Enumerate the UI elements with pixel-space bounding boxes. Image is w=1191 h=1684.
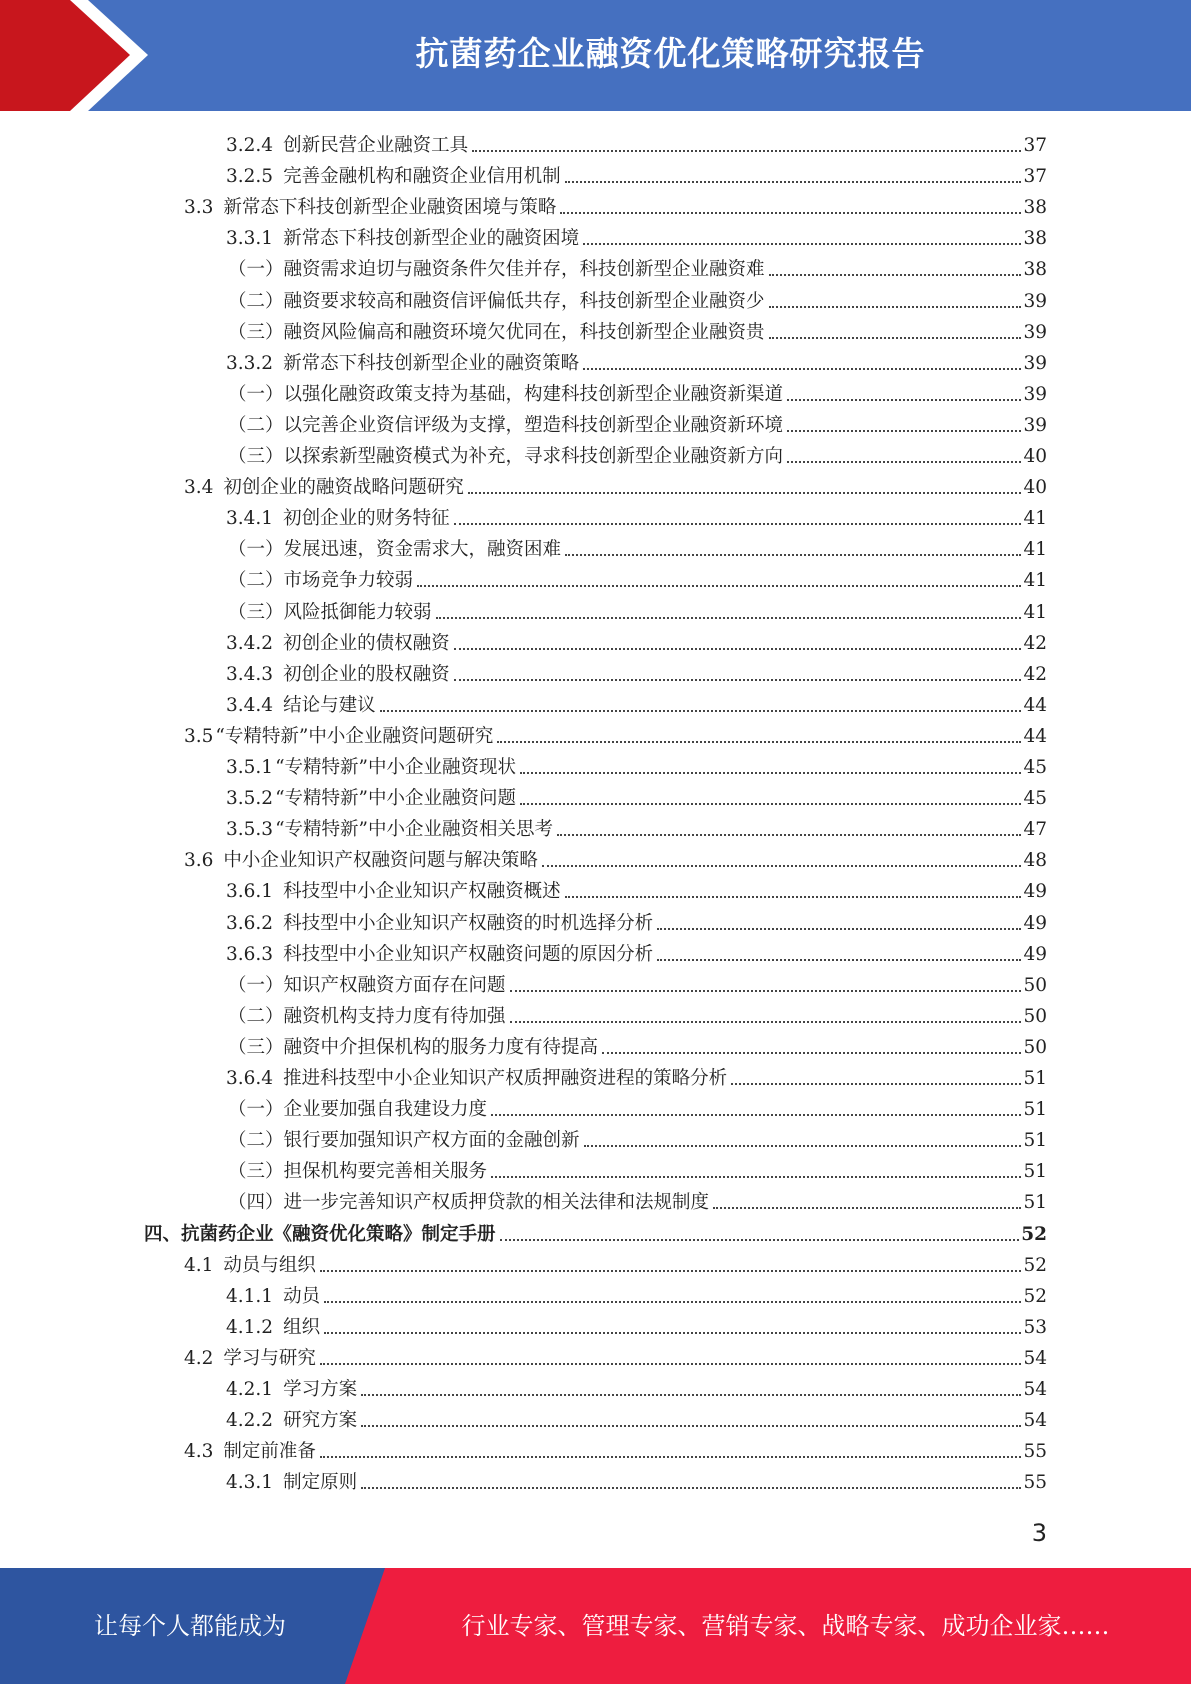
- toc-entry[interactable]: [228, 562, 1047, 593]
- toc-entry[interactable]: [228, 314, 1047, 345]
- toc-entry-number: 3.4.3: [226, 663, 274, 685]
- toc-entry[interactable]: [226, 905, 1047, 936]
- toc-entry-label: [226, 1471, 359, 1495]
- toc-entry-page: 49: [1023, 943, 1047, 965]
- toc-dot-leader: [417, 585, 1021, 587]
- toc-entry[interactable]: [226, 345, 1047, 376]
- toc-entry-title: （一）知识产权融资方面存在问题: [228, 974, 506, 996]
- toc-entry-title: （二）市场竞争力较弱: [228, 570, 414, 592]
- toc-dot-leader: [320, 1363, 1022, 1365]
- toc-entry-label: [228, 538, 563, 562]
- toc-entry-label: [228, 601, 434, 625]
- toc-entry-title: 科技型中小企业知识产权融资的时机选择分析: [283, 912, 654, 934]
- toc-entry-page: 38: [1023, 197, 1047, 219]
- toc-dot-leader: [583, 243, 1021, 245]
- toc-entry-number: 3.6: [184, 850, 214, 872]
- toc-entry-label: [226, 1067, 729, 1091]
- toc-entry-page: 51: [1023, 1161, 1047, 1183]
- toc-entry-title: （三）风险抵御能力较弱: [228, 601, 432, 623]
- toc-entry[interactable]: [184, 718, 1047, 749]
- toc-dot-leader: [713, 1207, 1021, 1209]
- toc-entry-number: 4.3.1: [226, 1472, 274, 1494]
- toc-entry-title: “专精特新”中小企业融资现状: [275, 757, 516, 778]
- toc-entry-number: 3.2.4: [226, 135, 274, 156]
- toc-entry-label: [184, 1347, 318, 1371]
- toc-entry-page: 38: [1023, 228, 1047, 250]
- toc-dot-leader: [454, 648, 1022, 650]
- toc-entry-label: [226, 1378, 359, 1402]
- toc-entry-title: 组织: [283, 1316, 321, 1338]
- toc-entry-title: 推进科技型中小企业知识产权质押融资进程的策略分析: [283, 1068, 728, 1089]
- toc-entry[interactable]: [184, 189, 1047, 220]
- toc-entry-label: [226, 943, 655, 967]
- toc-entry-label: [228, 1036, 600, 1060]
- toc-entry[interactable]: [228, 531, 1047, 562]
- toc-entry-label: [226, 352, 581, 376]
- toc-entry-label: [228, 569, 415, 593]
- toc-dot-leader: [361, 1394, 1021, 1396]
- toc-entry-page: 38: [1023, 259, 1047, 281]
- toc-entry-title: 研究方案: [283, 1410, 358, 1432]
- toc-entry[interactable]: [226, 656, 1047, 687]
- toc-entry-number: 4.1.2: [226, 1316, 274, 1338]
- toc-entry-page: 50: [1023, 974, 1047, 996]
- toc-entry-page: 49: [1023, 881, 1047, 903]
- toc-entry-number: 3.4: [184, 477, 214, 499]
- toc-entry-page: 54: [1023, 1379, 1047, 1400]
- toc-entry-page: 39: [1023, 414, 1047, 436]
- toc-entry-number: 3.5: [184, 725, 214, 747]
- document-title: 抗菌药企业融资优化策略研究报告: [415, 34, 926, 73]
- toc-dot-leader: [491, 1176, 1021, 1178]
- toc-entry-label: [228, 974, 508, 998]
- toc-entry-number: 3.2.5: [226, 166, 274, 188]
- toc-entry[interactable]: [226, 873, 1047, 904]
- toc-entry-label: [226, 632, 452, 656]
- toc-entry-number: 3.4.1: [226, 508, 274, 530]
- toc-entry-page: 41: [1023, 539, 1047, 561]
- toc-entry-title: （一）融资需求迫切与融资条件欠佳并存，科技创新型企业融资难: [228, 259, 765, 281]
- toc-entry-number: 3.5.3: [226, 819, 274, 841]
- footer-slogan-right: 行业专家、管理专家、营销专家、战略专家、成功企业家……: [461, 1612, 1110, 1640]
- toc-entry[interactable]: [226, 127, 1047, 158]
- toc-entry-number: 3.4.4: [226, 694, 274, 716]
- toc-entry-label: [226, 1285, 322, 1309]
- toc-entry-page: 41: [1023, 508, 1047, 530]
- toc-dot-leader: [557, 834, 1021, 836]
- toc-dot-leader: [361, 1487, 1021, 1489]
- toc-entry[interactable]: [226, 811, 1047, 842]
- toc-entry-page: 54: [1023, 1347, 1047, 1369]
- toc-entry-page: 40: [1023, 477, 1047, 499]
- toc-entry[interactable]: [228, 594, 1047, 625]
- toc-entry-page: 42: [1023, 632, 1047, 654]
- toc-entry[interactable]: [184, 1340, 1047, 1371]
- toc-entry-title: 四、抗菌药企业《融资优化策略》制定手册: [144, 1223, 496, 1245]
- toc-entry[interactable]: [228, 251, 1047, 282]
- page-number: 3: [1031, 1519, 1047, 1547]
- toc-dot-leader: [787, 399, 1021, 401]
- toc-entry-title: （一）企业要加强自我建设力度: [228, 1099, 488, 1121]
- toc-entry-number: 4.2.2: [226, 1410, 274, 1432]
- toc-entry-page: 51: [1023, 1130, 1047, 1152]
- toc-entry-label: [228, 1005, 508, 1029]
- toc-entry-page: 45: [1023, 788, 1047, 810]
- toc-entry-page: 55: [1023, 1441, 1047, 1463]
- toc-entry-number: 3.5.2: [226, 788, 274, 810]
- toc-entry[interactable]: [184, 842, 1047, 873]
- toc-entry-page: 48: [1023, 850, 1047, 872]
- toc-entry-label: [226, 818, 555, 842]
- toc-entry-page: 55: [1023, 1472, 1047, 1494]
- toc-entry[interactable]: [184, 1433, 1047, 1464]
- toc-dot-leader: [520, 772, 1021, 774]
- toc-entry[interactable]: [226, 1309, 1047, 1340]
- toc-dot-leader: [787, 461, 1021, 463]
- toc-entry-page: 53: [1023, 1316, 1047, 1338]
- toc-entry-title: 新常态下科技创新型企业融资困境与策略: [223, 197, 557, 219]
- footer-slogan-left: 让每个人都能成为: [94, 1612, 286, 1640]
- toc-entry[interactable]: [228, 1184, 1047, 1215]
- toc-entry[interactable]: [226, 749, 1047, 780]
- toc-dot-leader: [583, 368, 1021, 370]
- toc-entry-title: （二）以完善企业资信评级为支撑，塑造科技创新型企业融资新环境: [228, 414, 784, 436]
- toc-dot-leader: [320, 1456, 1022, 1458]
- toc-entry-page: 52: [1023, 1285, 1047, 1307]
- toc-entry-title: （三）担保机构要完善相关服务: [228, 1161, 488, 1183]
- toc-entry-title: “专精特新”中小企业融资相关思考: [275, 819, 553, 841]
- toc-dot-leader: [769, 306, 1022, 308]
- toc-entry-number: 3.6.1: [226, 881, 274, 903]
- toc-entry-label: [226, 663, 452, 687]
- toc-dot-leader: [500, 1239, 1020, 1241]
- toc-dot-leader: [320, 1270, 1022, 1272]
- toc-entry[interactable]: [228, 967, 1047, 998]
- toc-entry-title: 初创企业的融资战略问题研究: [223, 477, 464, 499]
- toc-entry-label: [228, 290, 767, 314]
- toc-dot-leader: [657, 928, 1021, 930]
- toc-entry-label: [226, 507, 452, 531]
- toc-dot-leader: [380, 710, 1022, 712]
- toc-entry[interactable]: [226, 687, 1047, 718]
- toc-entry[interactable]: [228, 407, 1047, 438]
- toc-entry-label: [226, 756, 518, 780]
- toc-entry-label: [226, 912, 655, 936]
- toc-entry-title: 制定前准备: [223, 1441, 316, 1463]
- toc-entry[interactable]: [226, 1464, 1047, 1495]
- toc-entry-page: 52: [1021, 1223, 1047, 1245]
- toc-entry-page: 42: [1023, 663, 1047, 685]
- toc-entry-title: 学习方案: [283, 1379, 358, 1400]
- toc-entry-label: [226, 787, 518, 811]
- toc-dot-leader: [520, 803, 1021, 805]
- toc-entry-title: （一）以强化融资政策支持为基础，构建科技创新型企业融资新渠道: [228, 383, 784, 405]
- toc-entry[interactable]: [226, 936, 1047, 967]
- toc-entry-number: 3.3.1: [226, 228, 274, 250]
- toc-entry-label: [226, 227, 581, 251]
- toc-entry-page: 47: [1023, 819, 1047, 841]
- toc-dot-leader: [584, 1145, 1022, 1147]
- toc-entry-page: 37: [1023, 135, 1047, 156]
- toc-entry-title: （三）融资中介担保机构的服务力度有待提高: [228, 1036, 599, 1058]
- toc-entry-page: 51: [1023, 1068, 1047, 1089]
- toc-dot-leader: [436, 617, 1022, 619]
- toc-entry[interactable]: [228, 438, 1047, 469]
- toc-dot-leader: [542, 865, 1022, 867]
- toc-entry-page: 51: [1023, 1099, 1047, 1121]
- toc-entry-title: “专精特新”中小企业融资问题: [275, 788, 516, 810]
- toc-entry-title: （二）融资机构支持力度有待加强: [228, 1005, 506, 1027]
- toc-entry-page: 39: [1023, 321, 1047, 343]
- toc-entry-page: 45: [1023, 757, 1047, 778]
- toc-entry-page: 39: [1023, 352, 1047, 374]
- toc-dot-leader: [497, 741, 1021, 743]
- toc-entry-page: 37: [1023, 166, 1047, 188]
- toc-entry-page: 54: [1023, 1410, 1047, 1432]
- toc-entry-number: 3.6.4: [226, 1068, 274, 1089]
- toc-dot-leader: [468, 492, 1022, 494]
- toc-entry-label: [228, 1129, 582, 1153]
- toc-entry-title: “专精特新”中小企业融资问题研究: [215, 725, 494, 747]
- toc-dot-leader: [454, 679, 1022, 681]
- toc-entry-number: 3.4.2: [226, 632, 274, 654]
- toc-entry-label: [184, 1254, 318, 1278]
- toc-entry[interactable]: [184, 469, 1047, 500]
- toc-entry-title: 动员与组织: [223, 1254, 316, 1276]
- toc-entry-title: 结论与建议: [283, 694, 376, 716]
- toc-entry-number: 3.6.2: [226, 912, 274, 934]
- toc-entry-page: 52: [1023, 1254, 1047, 1276]
- toc-entry-title: （三）融资风险偏高和融资环境欠优同在，科技创新型企业融资贵: [228, 321, 765, 343]
- toc-entry-title: （二）银行要加强知识产权方面的金融创新: [228, 1130, 580, 1152]
- toc-entry-number: 4.1: [184, 1254, 214, 1276]
- toc-entry-title: 科技型中小企业知识产权融资概述: [283, 881, 561, 903]
- header-arrow-decoration: [0, 0, 160, 111]
- toc-entry-title: 新常态下科技创新型企业的融资困境: [283, 228, 580, 250]
- toc-entry-number: 4.2: [184, 1347, 214, 1369]
- toc-dot-leader: [565, 896, 1022, 898]
- toc-dot-leader: [602, 1052, 1021, 1054]
- toc-entry-label: [226, 694, 378, 718]
- toc-entry-number: 4.1.1: [226, 1285, 274, 1307]
- toc-entry-label: [184, 725, 495, 749]
- toc-dot-leader: [565, 181, 1022, 183]
- toc-dot-leader: [324, 1301, 1021, 1303]
- toc-entry-title: 制定原则: [283, 1472, 358, 1494]
- toc-entry-label: [144, 1223, 498, 1247]
- toc-entry-label: [226, 880, 563, 904]
- toc-entry-number: 4.2.1: [226, 1379, 274, 1400]
- toc-entry-title: 创新民营企业融资工具: [283, 135, 469, 156]
- toc-entry-page: 44: [1023, 725, 1047, 747]
- toc-entry-title: （四）进一步完善知识产权质押贷款的相关法律和法规制度: [228, 1192, 710, 1214]
- toc-entry-label: [228, 445, 785, 469]
- toc-entry-number: 4.3: [184, 1441, 214, 1463]
- toc-dot-leader: [361, 1425, 1021, 1427]
- toc-entry[interactable]: [144, 1216, 1047, 1247]
- toc-dot-leader: [787, 430, 1021, 432]
- toc-entry[interactable]: [226, 780, 1047, 811]
- toc-entry[interactable]: [228, 283, 1047, 314]
- toc-dot-leader: [510, 1021, 1022, 1023]
- toc-entry-label: [228, 383, 785, 407]
- toc-entry-page: 41: [1023, 601, 1047, 623]
- toc-entry-label: [226, 1409, 359, 1433]
- toc-entry-title: 新常态下科技创新型企业的融资策略: [283, 352, 580, 374]
- toc-entry-label: [228, 1191, 711, 1215]
- toc-entry-page: 41: [1023, 570, 1047, 592]
- toc-entry[interactable]: [228, 1091, 1047, 1122]
- toc-dot-leader: [491, 1114, 1021, 1116]
- toc-entry-title: 初创企业的债权融资: [283, 632, 450, 654]
- toc-dot-leader: [769, 337, 1022, 339]
- footer-banner: [0, 1568, 1191, 1684]
- toc-entry[interactable]: [226, 1278, 1047, 1309]
- toc-entry[interactable]: [226, 500, 1047, 531]
- toc-dot-leader: [565, 554, 1021, 556]
- toc-entry-title: 学习与研究: [223, 1347, 316, 1369]
- toc-entry-label: [226, 134, 470, 158]
- toc-entry-page: 50: [1023, 1005, 1047, 1027]
- toc-entry[interactable]: [184, 1247, 1047, 1278]
- toc-entry-label: [184, 849, 540, 873]
- toc-entry-label: [226, 1316, 322, 1340]
- toc-entry-label: [228, 258, 767, 282]
- toc-entry-title: 初创企业的财务特征: [283, 508, 450, 530]
- toc-entry-title: 动员: [283, 1285, 321, 1307]
- toc-entry-title: 初创企业的股权融资: [283, 663, 450, 685]
- toc-dot-leader: [657, 959, 1021, 961]
- toc-entry-label: [184, 476, 466, 500]
- toc-entry-page: 50: [1023, 1036, 1047, 1058]
- toc-entry-title: （一）发展迅速，资金需求大，融资困难: [228, 539, 562, 561]
- toc-dot-leader: [769, 274, 1022, 276]
- toc-entry-page: 49: [1023, 912, 1047, 934]
- toc-dot-leader: [454, 523, 1022, 525]
- toc-entry-label: [184, 196, 558, 220]
- toc-entry-label: [228, 321, 767, 345]
- toc-dot-leader: [324, 1332, 1021, 1334]
- toc-entry[interactable]: [226, 1402, 1047, 1433]
- toc-entry-title: 科技型中小企业知识产权融资问题的原因分析: [283, 943, 654, 965]
- toc-entry[interactable]: [226, 1060, 1047, 1091]
- toc-entry-title: 中小企业知识产权融资问题与解决策略: [223, 850, 538, 872]
- toc-entry[interactable]: [228, 1122, 1047, 1153]
- toc-entry[interactable]: [226, 158, 1047, 189]
- toc-entry-page: 44: [1023, 694, 1047, 716]
- toc-entry-page: 40: [1023, 446, 1047, 467]
- toc-entry-number: 3.3.2: [226, 352, 274, 374]
- toc-dot-leader: [731, 1083, 1021, 1085]
- toc-entry-number: 3.3: [184, 197, 214, 219]
- toc-entry[interactable]: [228, 1029, 1047, 1060]
- toc-dot-leader: [510, 990, 1022, 992]
- toc-entry[interactable]: [226, 625, 1047, 656]
- toc-entry[interactable]: [228, 998, 1047, 1029]
- toc-entry-title: （二）融资要求较高和融资信评偏低共存，科技创新型企业融资少: [228, 290, 765, 312]
- toc-entry-page: 51: [1023, 1192, 1047, 1214]
- toc-entry[interactable]: [228, 376, 1047, 407]
- toc-dot-leader: [472, 150, 1021, 152]
- toc-entry-label: [228, 1160, 489, 1184]
- header-banner: [0, 0, 1191, 111]
- toc-entry-label: [228, 1098, 489, 1122]
- toc-entry[interactable]: [226, 1371, 1047, 1402]
- toc-entry[interactable]: [228, 1153, 1047, 1184]
- toc-dot-leader: [560, 212, 1021, 214]
- toc-entry[interactable]: [226, 220, 1047, 251]
- toc-entry-title: 完善金融机构和融资企业信用机制: [283, 166, 561, 188]
- toc-entry-page: 39: [1023, 383, 1047, 405]
- toc-entry-label: [226, 165, 563, 189]
- toc-entry-number: 3.6.3: [226, 943, 274, 965]
- toc-entry-title: （三）以探索新型融资模式为补充，寻求科技创新型企业融资新方向: [228, 446, 784, 467]
- toc-entry-label: [184, 1440, 318, 1464]
- toc-entry-number: 3.5.1: [226, 757, 274, 778]
- toc-entry-label: [228, 414, 785, 438]
- toc-entry-page: 39: [1023, 290, 1047, 312]
